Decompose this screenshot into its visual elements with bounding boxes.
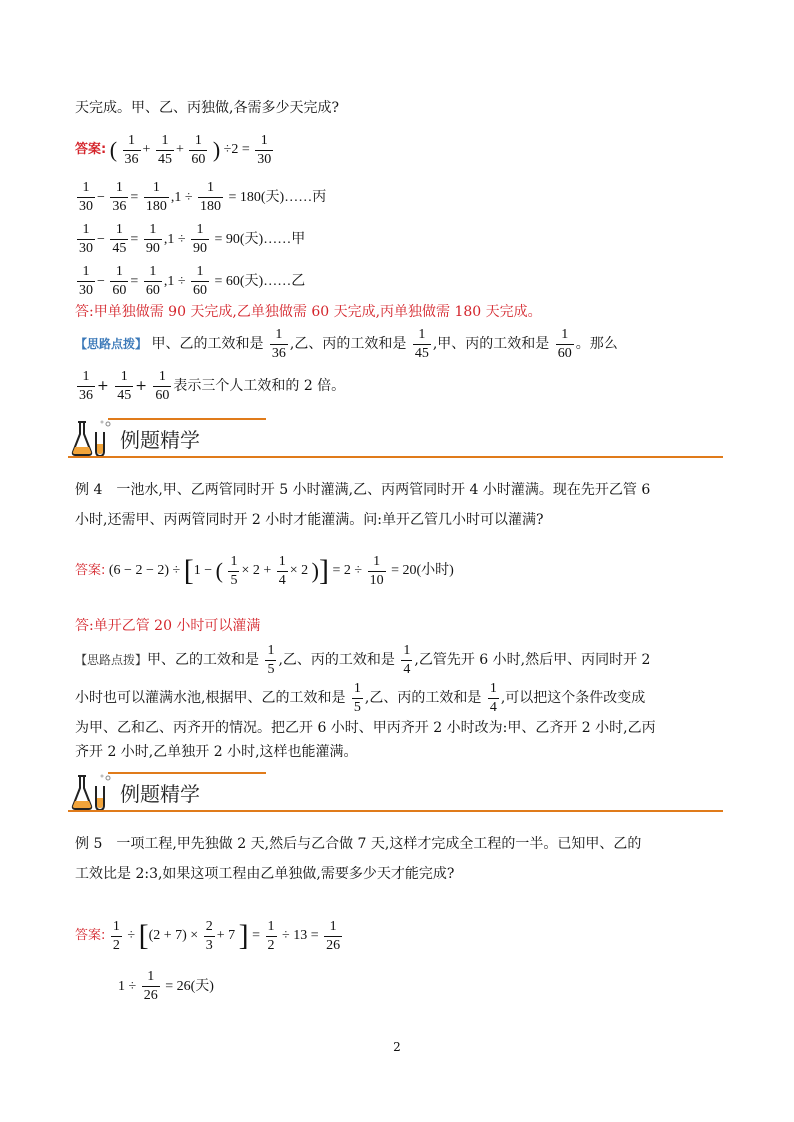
ex4-hint-line-3: 为甲、乙和乙、丙齐开的情况。把乙开 6 小时、甲丙齐开 2 小时改为:甲、乙齐开 2 小时,乙丙	[75, 720, 656, 736]
ex5-question-line-1: 例 5 一项工程,甲先独做 2 天,然后与乙合做 7 天,这样才完成全工程的一半。已知甲、乙的	[75, 836, 642, 852]
ex4-hint-line-1: 【思路点拨】甲、乙的工效和是 $\frac{1}{5}$ ,乙、丙的工效和是 $\frac{1}{4}$ ,乙管先开 6 小时,然后甲、丙同时开 2	[75, 642, 651, 677]
ex4-question-line-2: 小时,还需甲、丙两管同时开 2 小时才能灌满。问:单开乙管几小时可以灌满?	[75, 512, 544, 528]
hint-label: 【思路点拨】	[75, 337, 148, 351]
page-number: 2	[393, 1040, 401, 1054]
ex5-answer-equation: 答案: $\frac{1}{2}$ ÷ [(2 + 7) × $\frac{2}{3}$ + 7 ] = $\frac{1}{2}$ ÷ 13 = $\frac{1}{26}$	[75, 918, 341, 953]
ex4-final-answer: 答:单开乙管 20 小时可以灌满	[75, 618, 261, 634]
ex4-answer-equation: 答案: (6 − 2 − 2) ÷ [1 − ( $\frac{1}{5}$ × 2 + $\frac{1}{4}$ × 2 )] = 2 ÷ $\frac{1}{10}$ = 20(小时)	[75, 553, 454, 588]
flask-icon	[70, 772, 116, 812]
ex3-row-3: $\frac{1}{30}$ − $\frac{1}{60}$ = $\frac{1}{60}$ ,1 ÷ $\frac{1}{60}$ = 60(天)……乙	[79, 264, 306, 299]
ex3-row-1: $\frac{1}{30}$ − $\frac{1}{36}$ = $\frac{1}{180}$ ,1 ÷ $\frac{1}{180}$ = 180(天)……丙	[79, 180, 327, 215]
ex3-hint-line-2: $\frac{1}{36}$ + $\frac{1}{45}$ + $\frac{1}{60}$ 表示三个人工效和的 2 倍。	[79, 368, 346, 403]
ex4-hint-line-4: 齐开 2 小时,乙单独开 2 小时,这样也能灌满。	[75, 744, 358, 760]
ex5-question-line-2: 工效比是 2:3,如果这项工程由乙单独做,需要多少天才能完成?	[75, 866, 455, 882]
section-header-1	[68, 418, 723, 458]
section-title: 例题精学	[120, 428, 200, 452]
section-header-2	[68, 772, 723, 812]
flask-icon	[70, 418, 116, 458]
ex4-hint-line-2: 小时也可以灌满水池,根据甲、乙的工效和是 $\frac{1}{5}$ ,乙、丙的工效和是 $\frac{1}{4}$ ,可以把这个条件改变成	[75, 680, 646, 715]
ex3-hint-line-1: 【思路点拨】 甲、乙的工效和是 $\frac{1}{36}$ ,乙、丙的工效和是 $\frac{1}{45}$ ,甲、丙的工效和是 $\frac{1}{60}$ 。那么	[75, 326, 618, 361]
ex3-answer-equation: 答案: ( $\frac{1}{36}$ + $\frac{1}{45}$ + $\frac{1}{60}$ ) ÷2 = $\frac{1}{30}$	[75, 132, 272, 167]
ex4-question-line-1: 例 4 一池水,甲、乙两管同时开 5 小时灌满,乙、丙两管同时开 4 小时灌满。现在先开乙管 6	[75, 482, 651, 498]
section-title: 例题精学	[120, 782, 200, 806]
ex3-final-answer: 答:甲单独做需 90 天完成,乙单独做需 60 天完成,丙单独做需 180 天完成。	[75, 304, 542, 320]
question-tail: 天完成。甲、乙、丙独做,各需多少天完成?	[75, 100, 339, 116]
answer-label: 答案:	[75, 563, 106, 579]
answer-label: 答案:	[75, 142, 107, 158]
ex5-answer-equation-2: 1 ÷ $\frac{1}{26}$ = 26(天)	[118, 969, 214, 1004]
hint-label: 【思路点拨】	[75, 653, 148, 667]
answer-label: 答案:	[75, 928, 106, 944]
ex3-row-2: $\frac{1}{30}$ − $\frac{1}{45}$ = $\frac{1}{90}$ ,1 ÷ $\frac{1}{90}$ = 90(天)……甲	[79, 222, 306, 257]
